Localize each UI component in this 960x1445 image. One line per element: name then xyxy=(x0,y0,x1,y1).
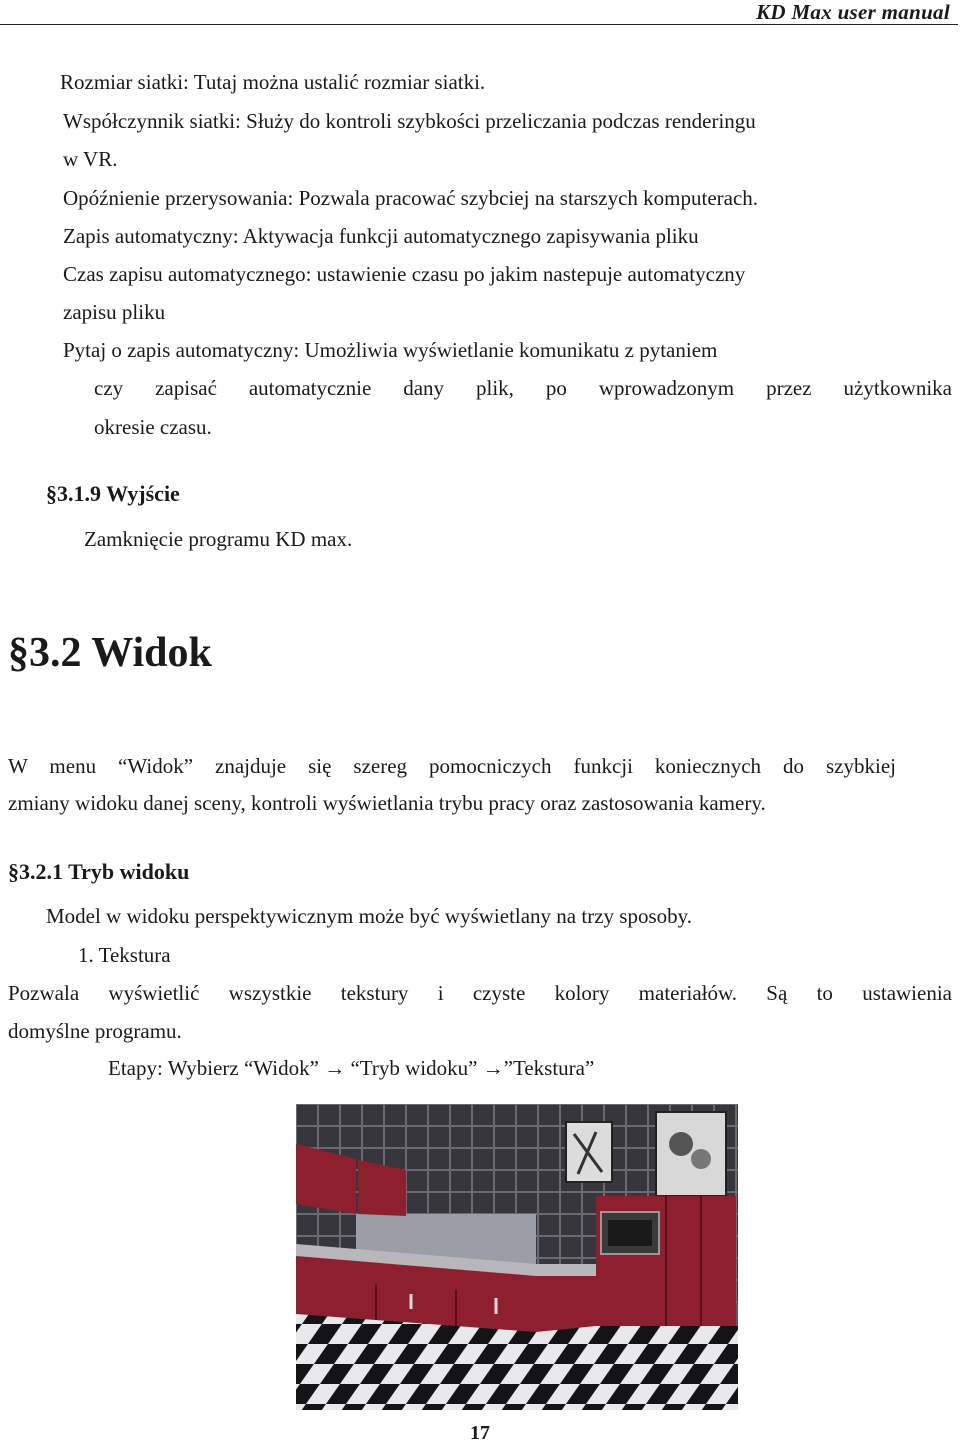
text-line-grid-factor-cont: w VR. xyxy=(63,147,118,171)
steps-label: Etapy: xyxy=(108,1056,163,1080)
text-steps xyxy=(108,1058,594,1079)
heading-3-2: §3.2 Widok xyxy=(8,630,212,676)
text-texture-desc-line1: Pozwala wyświetlić wszystkie tekstury i czyste kolory materiałów. Są to ustawienia xyxy=(8,981,952,1005)
list-item-texture: 1. Tekstura xyxy=(78,943,171,967)
heading-3-1-9: §3.1.9 Wyjście xyxy=(46,481,180,506)
text-exit-program: Zamknięcie programu KD max. xyxy=(84,527,353,551)
text-view-mode-intro: Model w widoku perspektywicznym może być wyświetlany na trzy sposoby. xyxy=(46,904,693,928)
text-line-grid-factor: Współczynnik siatki: Służy do kontroli szybkości przeliczania podczas renderingu xyxy=(63,109,756,133)
text-line-redraw-delay: Opóźnienie przerysowania: Pozwala pracować szybciej na starszych komputerach. xyxy=(63,186,759,210)
text-line-ask-autosave-end: okresie czasu. xyxy=(94,415,212,439)
text-view-menu-line2: zmiany widoku danej sceny, kontroli wyświetlania trybu pracy oraz zastosowania kamery. xyxy=(8,791,766,815)
page-header xyxy=(0,0,958,25)
header-title: KD Max user manual xyxy=(756,0,950,24)
text-texture-desc-line2: domyślne programu. xyxy=(8,1019,182,1043)
kitchen-render-image xyxy=(296,1104,738,1410)
heading-3-2-1: §3.2.1 Tryb widoku xyxy=(8,859,190,884)
page-number: 17 xyxy=(470,1422,490,1444)
text-view-menu-line1: W menu “Widok” znajduje się szereg pomocniczych funkcji koniecznych do szybkiej xyxy=(8,754,896,778)
text-line-autosave: Zapis automatyczny: Aktywacja funkcji automatycznego zapisywania pliku xyxy=(63,224,699,248)
text-line-autosave-time: Czas zapisu automatycznego: ustawienie czasu po jakim nastepuje automatyczny xyxy=(63,262,746,286)
steps-path: Wybierz “Widok” → “Tryb widoku” →”Tekstura” xyxy=(167,1056,595,1080)
text-line-autosave-time-cont: zapisu pliku xyxy=(63,300,166,324)
text-line-ask-autosave-cont: czy zapisać automatycznie dany plik, po wprowadzonym przez użytkownika xyxy=(94,376,952,400)
text-line-ask-autosave: Pytaj o zapis automatyczny: Umożliwia wyświetlanie komunikatu z pytaniem xyxy=(63,338,718,362)
text-line-grid-size: Rozmiar siatki: Tutaj można ustalić rozmiar siatki. xyxy=(60,70,486,94)
